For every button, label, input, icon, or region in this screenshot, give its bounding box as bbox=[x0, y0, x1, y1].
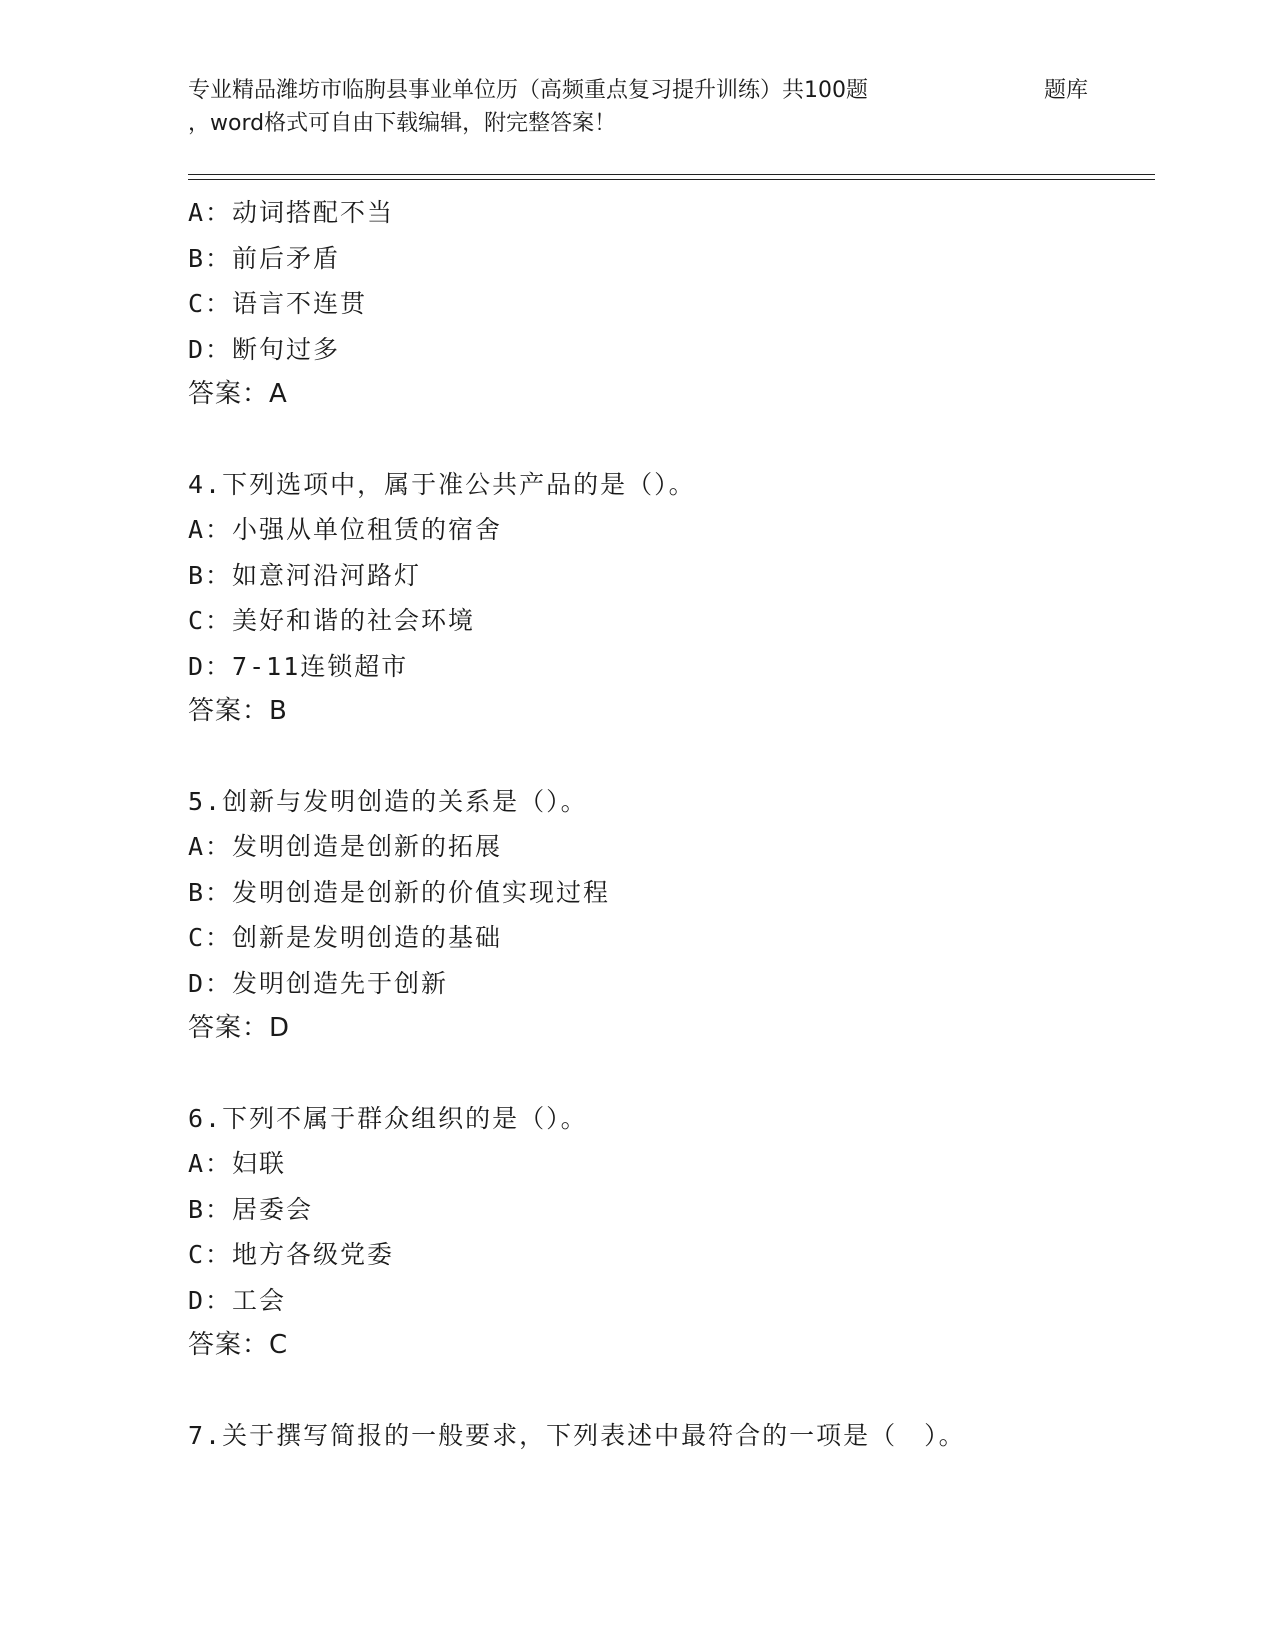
question-text: 6.下列不属于群众组织的是（）。 bbox=[188, 1103, 588, 1133]
option-c: C：地方各级党委 bbox=[188, 1240, 395, 1269]
answer-line: 答案：A bbox=[188, 379, 288, 409]
question-block-3-tail bbox=[188, 190, 1148, 418]
option-d: D：7-11连锁超市 bbox=[188, 651, 409, 681]
header-title-line bbox=[188, 74, 1088, 107]
option-b: B：居委会 bbox=[188, 1194, 314, 1224]
option-b: B：如意河沿河路灯 bbox=[188, 560, 422, 590]
option-a: A：小强从单位租赁的宿舍 bbox=[188, 515, 503, 544]
answer-line: 答案：C bbox=[188, 1330, 289, 1360]
spacer bbox=[188, 735, 1148, 779]
document-subtitle: ，word格式可自由下载编辑，附完整答案！ bbox=[188, 111, 617, 136]
option-d: D：断句过多 bbox=[188, 334, 341, 364]
option-a: A：发明创造是创新的拓展 bbox=[188, 832, 503, 861]
answer-line: 答案：B bbox=[188, 696, 288, 726]
option-a: A：妇联 bbox=[188, 1149, 287, 1178]
option-b: B：前后矛盾 bbox=[188, 243, 341, 273]
option-c: C：创新是发明创造的基础 bbox=[188, 923, 503, 952]
question-text: 5.创新与发明创造的关系是（）。 bbox=[188, 786, 588, 816]
question-list bbox=[188, 190, 1148, 1458]
question-text: 7.关于撰写简报的一般要求，下列表述中最符合的一项是（ ）。 bbox=[188, 1420, 966, 1450]
option-d: D：工会 bbox=[188, 1285, 287, 1315]
spacer bbox=[188, 418, 1148, 462]
header-rule-top bbox=[188, 174, 1155, 175]
option-d: D：发明创造先于创新 bbox=[188, 968, 449, 998]
spacer bbox=[188, 1369, 1148, 1413]
question-text: 4.下列选项中，属于准公共产品的是（）。 bbox=[188, 469, 696, 499]
question-block-7 bbox=[188, 1413, 1148, 1459]
document-header bbox=[188, 74, 1148, 140]
document-tag: 题库 bbox=[1043, 78, 1088, 103]
answer-line: 答案：D bbox=[188, 1013, 291, 1043]
document-title: 专业精品潍坊市临朐县事业单位历（高频重点复习提升训练）共100题 bbox=[188, 78, 868, 103]
question-block-6 bbox=[188, 1096, 1148, 1369]
option-c: C：语言不连贯 bbox=[188, 289, 368, 318]
option-a: A：动词搭配不当 bbox=[188, 198, 395, 227]
header-rule-bottom bbox=[188, 179, 1155, 180]
question-block-4 bbox=[188, 462, 1148, 735]
question-block-5 bbox=[188, 779, 1148, 1052]
option-c: C：美好和谐的社会环境 bbox=[188, 606, 476, 635]
spacer bbox=[188, 1052, 1148, 1096]
option-b: B：发明创造是创新的价值实现过程 bbox=[188, 877, 611, 907]
